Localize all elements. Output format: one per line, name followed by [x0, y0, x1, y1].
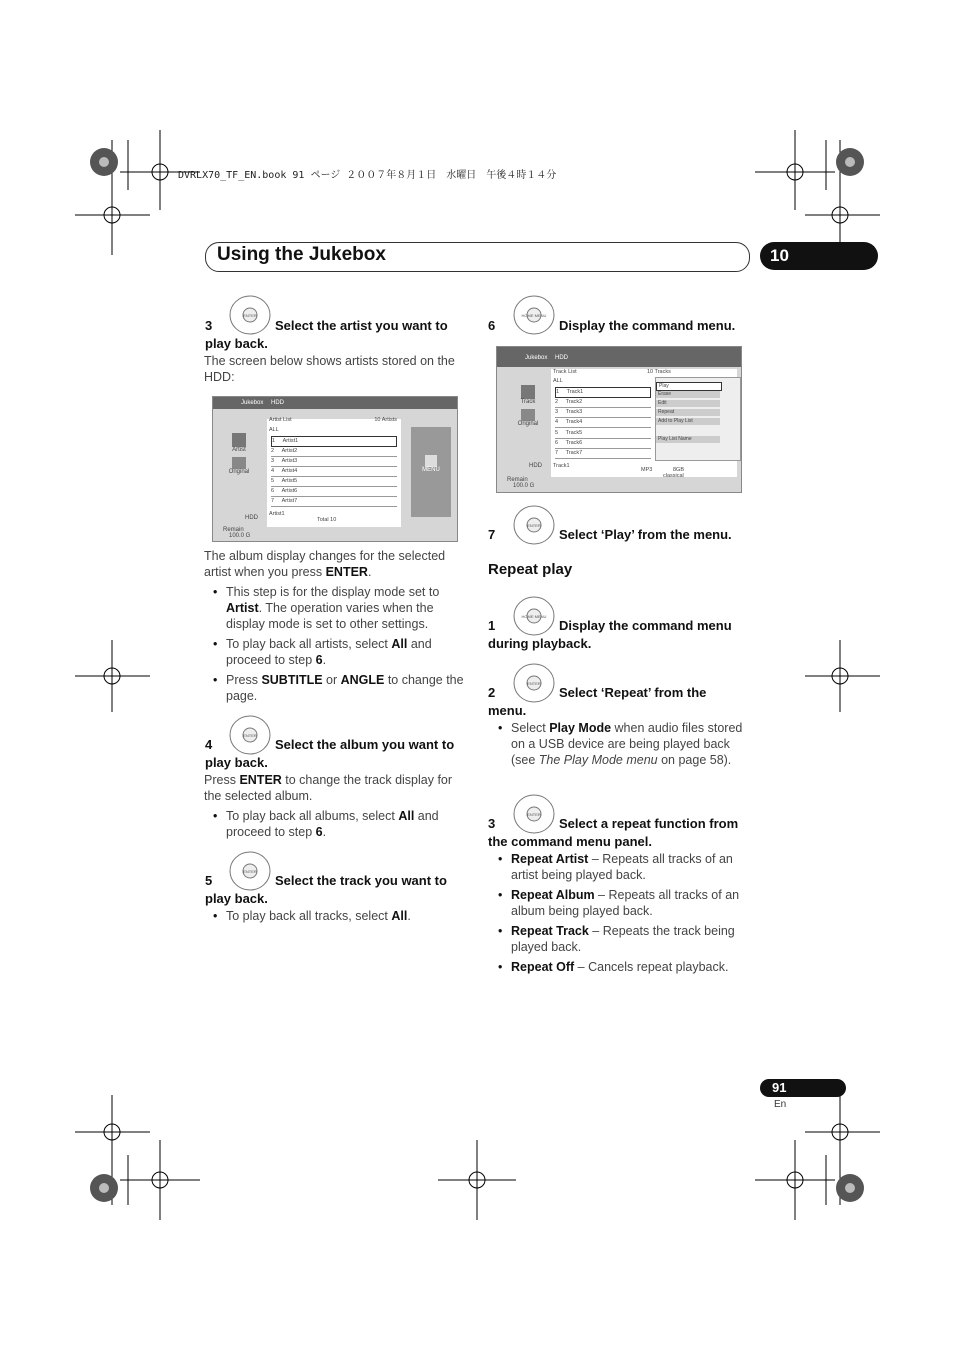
step-6-heading: 6 Display the command menu. — [488, 318, 736, 333]
svg-text:ENTER: ENTER — [527, 812, 541, 817]
list-row[interactable]: 6 Artist6 — [271, 487, 397, 497]
list-row[interactable]: 7 Artist7 — [271, 497, 397, 507]
album-display-paragraph: The album display changes for the selected artist when you press ENTER. — [204, 549, 446, 579]
list-row[interactable]: 2 Artist2 — [271, 447, 397, 457]
remain-label: Remain — [507, 477, 528, 483]
remain-value: 100.0 G — [229, 533, 251, 539]
artist-icon: Artist Original — [219, 433, 259, 475]
menu-item-repeat[interactable]: Repeat — [656, 409, 720, 416]
remain-label: Remain — [223, 527, 244, 533]
page-number: 91 — [772, 1080, 787, 1095]
menu-item-erase[interactable]: Erase — [656, 391, 720, 398]
chapter-tab — [760, 242, 878, 270]
bullet-repeat-track: • Repeat Track – Repeats the track being played back. — [511, 923, 751, 955]
repeat-step-3-heading: 3 Select a repeat function from the command menu panel. — [488, 816, 739, 849]
bullet-play-all-artists: • To play back all artists, select All and proceed to step 6. — [226, 636, 464, 668]
track-list-screen — [496, 346, 742, 493]
artist-list: Artist List 10 Artists ALL 1 Artist1 2 Artist2 3 Artist3 4 Artist4 5 Artist5 6 Artist6 7 Artist7 Artist1 Total 10 — [267, 419, 401, 527]
hdd-label: HDD — [245, 515, 258, 521]
step-7-heading: 7 Select ‘Play’ from the menu. — [488, 527, 732, 542]
list-row[interactable]: 4 Artist4 — [271, 467, 397, 477]
list-row[interactable]: 2 Track2 — [555, 398, 651, 408]
list-row[interactable]: 7 Track7 — [555, 449, 651, 459]
list-row[interactable]: 3 Track3 — [555, 408, 651, 418]
step-3-heading: 3 Select the artist you want to play back. — [205, 318, 448, 351]
book-info-line: DVRLX70_TF_EN.book 91 ページ ２００７年８月１日 水曜日 午後４時１４分 — [178, 170, 557, 181]
svg-text:ENTER: ENTER — [243, 733, 257, 738]
track-list: Track List 10 Tracks ALL 1 Track1 2 Track2 3 Track3 4 Track4 5 Track5 6 Track6 7 Track7 Track1 MP3 8GB classical — [551, 369, 737, 477]
track-icon: Track Original — [505, 385, 551, 427]
svg-text:HOME MENU: HOME MENU — [521, 313, 547, 318]
language-label: En — [774, 1099, 787, 1110]
list-row[interactable]: 5 Track5 — [555, 429, 651, 439]
svg-text:ENTER: ENTER — [527, 523, 541, 528]
list-row[interactable]: 1 Artist1 — [271, 436, 397, 447]
list-row[interactable]: 5 Artist5 — [271, 477, 397, 487]
command-menu — [655, 377, 741, 461]
bullet-play-all-albums: • To play back all albums, select All and proceed to step 6. — [226, 808, 464, 840]
menu-item-play-list-name[interactable]: Play List Name — [656, 436, 720, 443]
list-row[interactable]: 6 Track6 — [555, 439, 651, 449]
svg-text:ENTER: ENTER — [243, 869, 257, 874]
list-row[interactable]: 3 Artist3 — [271, 457, 397, 467]
page-number-tab — [760, 1079, 846, 1097]
svg-text:ENTER: ENTER — [243, 313, 257, 318]
artist-list-screen — [212, 396, 458, 542]
menu-item-play[interactable]: Play — [656, 382, 722, 391]
step-3-description: The screen below shows artists stored on the HDD: — [204, 354, 455, 384]
bullet-repeat-artist: • Repeat Artist – Repeats all tracks of an artist being played back. — [511, 851, 751, 883]
repeat-step-1-heading: 1 Display the command menu during playback. — [488, 618, 732, 651]
svg-text:ENTER: ENTER — [527, 681, 541, 686]
bullet-repeat-off: • Repeat Off – Cancels repeat playback. — [511, 959, 751, 975]
bullet-repeat-album: • Repeat Album – Repeats all tracks of an album being played back. — [511, 887, 751, 919]
hdd-label: HDD — [529, 463, 542, 469]
chapter-number: 10 — [770, 246, 789, 265]
bullet-change-page: • Press SUBTITLE or ANGLE to change the page. — [226, 672, 464, 704]
menu-item-edit[interactable]: Edit — [656, 400, 720, 407]
step-5-heading: 5 Select the track you want to play back. — [205, 873, 447, 906]
screen-header: Jukebox HDD — [213, 397, 457, 409]
step-4-heading: 4 Select the album you want to play back. — [205, 737, 455, 770]
bullet-play-all-tracks: • To play back all tracks, select All. — [226, 908, 464, 924]
svg-text:HOME MENU: HOME MENU — [521, 614, 547, 619]
menu-icon: MENU — [411, 427, 451, 517]
page-title: Using the Jukebox — [217, 244, 386, 265]
remain-value: 100.0 G — [513, 483, 535, 489]
step-4-description: Press ENTER to change the track display for the selected album. — [204, 773, 453, 803]
list-row[interactable]: 4 Track4 — [555, 418, 651, 428]
bullet-display-mode: • This step is for the display mode set to Artist. The operation varies when the display mode is set to other settings. — [226, 584, 464, 632]
repeat-play-heading: Repeat play — [488, 561, 573, 578]
repeat-step-2-heading: 2 Select ‘Repeat’ from the menu. — [488, 685, 707, 718]
menu-item-add-to-play-list[interactable]: Add to Play List — [656, 418, 720, 425]
screen-header: Jukebox HDD — [497, 347, 741, 367]
bullet-play-mode: • Select Play Mode when audio files stored on a USB device are being played back (see The Play Mode menu on page 58). — [511, 720, 751, 768]
list-row[interactable]: 1 Track1 — [555, 387, 651, 398]
